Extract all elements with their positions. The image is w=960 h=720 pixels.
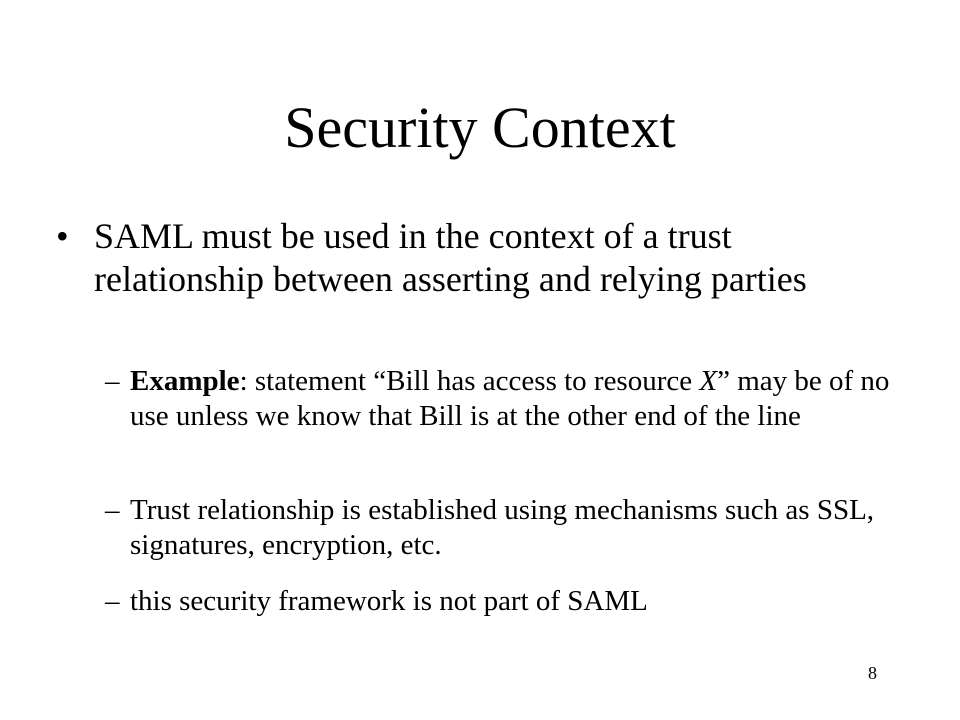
sub-bullet-marker: – xyxy=(105,585,120,617)
sub-bullet-text xyxy=(130,364,905,434)
example-label: Example xyxy=(130,365,240,397)
sub-bullet-marker: – xyxy=(105,494,120,526)
example-text-end: ” may be of no use unless we know that Bill is at the other end of the line xyxy=(130,365,890,432)
sub-bullet-trust xyxy=(105,493,905,563)
sub-bullet-example xyxy=(105,364,905,434)
bullet-marker: • xyxy=(56,216,69,256)
sub-bullet-marker: – xyxy=(105,365,120,397)
page-number: 8 xyxy=(868,663,877,683)
sub-bullet-text: this security framework is not part of SAML xyxy=(130,585,648,617)
sub-bullet-text: Trust relationship is established using mechanisms such as SSL, signatures, encryption, etc. xyxy=(130,494,875,561)
example-text-start: : statement “Bill has access to resource xyxy=(239,365,700,397)
main-bullet xyxy=(56,215,876,301)
slide-title: Security Context xyxy=(284,95,676,160)
resource-variable: X xyxy=(699,365,718,397)
main-bullet-text: SAML must be used in the context of a trust relationship between asserting and relying parties xyxy=(94,216,807,299)
sub-bullet-framework xyxy=(105,584,905,619)
